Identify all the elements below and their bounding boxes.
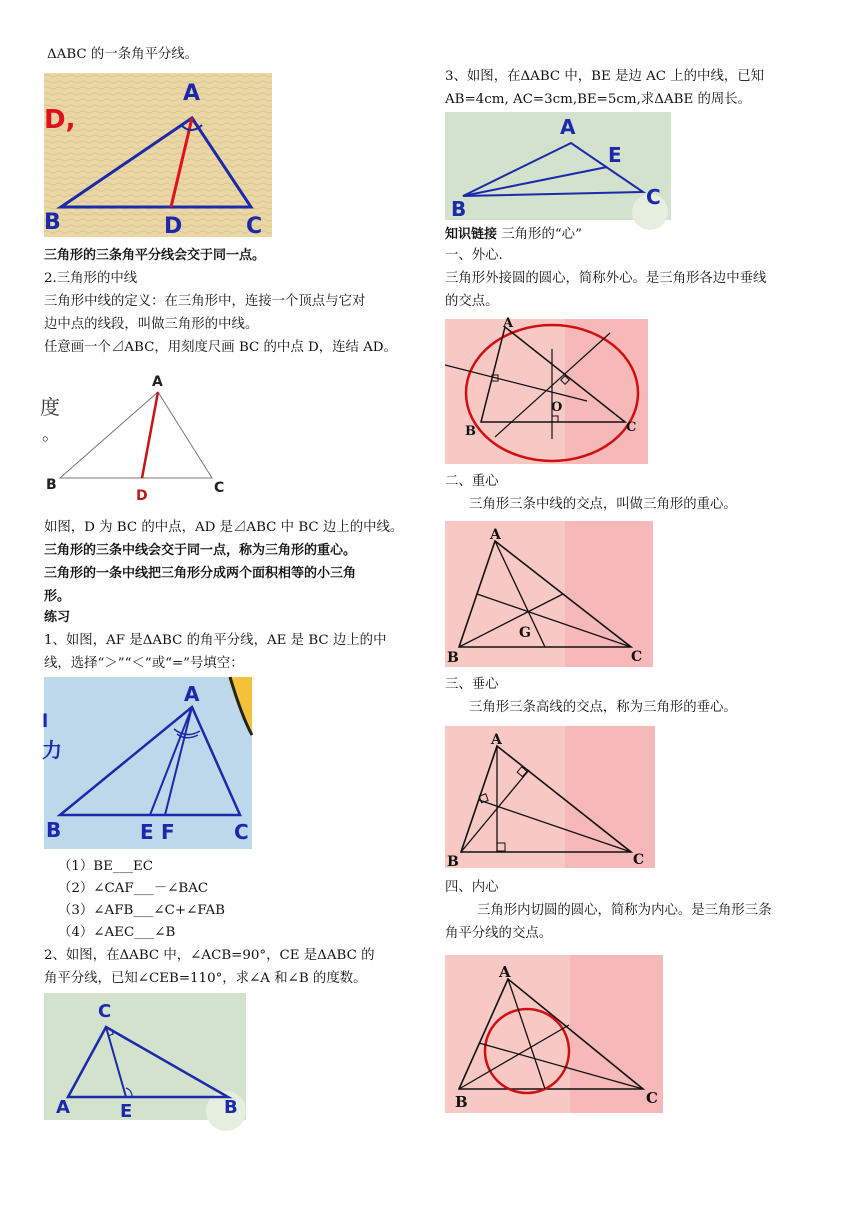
figure-incenter <box>445 955 663 1113</box>
fragment-label: 度 <box>40 395 60 419</box>
fragment-label: l <box>42 711 49 732</box>
vertex-label-a: A <box>184 682 200 706</box>
text-line: 三角形内切圆的圆心，简称为内心。是三角形三条 <box>477 903 772 918</box>
vertex-label-a: A <box>490 527 501 543</box>
text-line: 三角形三条中线的交点，叫做三角形的重心。 <box>469 497 737 512</box>
bold-statement: 三角形的三条中线会交于同一点，称为三角形的重心。 <box>44 543 357 558</box>
knowledge-link-title: 三角形的“心” <box>497 227 582 242</box>
vertex-label-c: C <box>98 1001 112 1022</box>
vertex-label-b: B <box>447 650 459 666</box>
exercise-text: 线，选择“＞”“＜”或“=”号填空： <box>44 656 244 671</box>
vertex-label-a: A <box>560 115 576 139</box>
vertex-label-a: A <box>183 81 201 106</box>
vertex-label-b: B <box>46 477 57 493</box>
question-item: （1）BE___EC <box>58 859 154 874</box>
figure-angle-bisector <box>44 73 272 237</box>
bold-statement: 三角形的一条中线把三角形分成两个面积相等的小三角 <box>44 566 357 581</box>
text-line: 的交点。 <box>445 294 499 309</box>
vertex-label-c: C <box>246 214 263 239</box>
text-line: 边中点的线段，叫做三角形的中线。 <box>44 317 259 332</box>
vertex-label-a: A <box>491 732 502 748</box>
text-line: 角平分线的交点。 <box>445 926 553 941</box>
vertex-label-f: F <box>161 820 175 844</box>
vertex-label-b: B <box>451 197 467 221</box>
section-heading: 练习 <box>44 610 71 625</box>
bold-statement: 形。 <box>44 589 71 604</box>
vertex-label-d: D <box>136 488 148 504</box>
question-item: （4）∠AEC___∠B <box>58 925 176 940</box>
vertex-label-b: B <box>224 1097 238 1118</box>
vertex-label-c: C <box>633 852 645 868</box>
text-line: 如图，D 为 BC 的中点，AD 是⊿ABC 中 BC 边上的中线。 <box>44 520 404 535</box>
fragment-label: 力 <box>42 738 62 762</box>
question-item: （3）∠AFB___∠C+∠FAB <box>58 903 225 918</box>
bold-statement: 三角形的三条角平分线会交于同一点。 <box>44 248 266 263</box>
vertex-label-b: B <box>46 818 62 842</box>
section-heading: 2.三角形的中线 <box>44 271 138 286</box>
exercise-text: 2、如图，在ΔABC 中，∠ACB=90°，CE 是ΔABC 的 <box>44 948 375 963</box>
text-line: 三角形外接圆的圆心，简称外心。是三角形各边中垂线 <box>445 271 767 286</box>
vertex-label-c: C <box>234 820 249 844</box>
figure-circumcenter <box>445 316 648 464</box>
fragment-label: D, <box>44 105 76 135</box>
text-line: 任意画一个⊿ABC，用刻度尺画 BC 的中点 D，连结 AD。 <box>44 340 397 355</box>
figure-median <box>40 372 240 504</box>
exercise-text: 角平分线，已知∠CEB=110°，求∠A 和∠B 的度数。 <box>44 971 367 986</box>
exercise-text: AB=4cm, AC=3cm,BE=5cm,求ΔABE 的周长。 <box>445 92 752 107</box>
vertex-label-b: B <box>465 424 476 439</box>
section-heading: 三、垂心 <box>445 677 499 692</box>
vertex-label-e: E <box>120 1101 133 1122</box>
center-label-o: O <box>551 400 563 415</box>
text-line: 三角形三条高线的交点，称为三角形的垂心。 <box>469 700 737 715</box>
knowledge-link-label: 知识链接 <box>445 227 498 242</box>
text-line: 三角形中线的定义：在三角形中，连接一个顶点与它对 <box>44 294 366 309</box>
vertex-label-c: C <box>646 185 661 209</box>
vertex-label-a: A <box>56 1097 70 1118</box>
fragment-label: 。 <box>42 424 60 445</box>
vertex-label-a: A <box>503 316 514 331</box>
figure-orthocenter <box>445 726 655 868</box>
exercise-text: 1、如图，AF 是ΔABC 的角平分线，AE 是 BC 边上的中 <box>44 633 387 648</box>
section-heading: 二、重心 <box>445 474 499 489</box>
vertex-label-a: A <box>499 963 511 981</box>
vertex-label-d: D <box>164 214 183 239</box>
vertex-label-b: B <box>44 210 61 235</box>
figure-exercise-2 <box>44 993 246 1120</box>
section-heading: 一、外心. <box>445 248 503 263</box>
vertex-label-b: B <box>455 1093 468 1111</box>
exercise-text: 3、如图，在ΔABC 中，BE 是边 AC 上的中线，已知 <box>445 69 765 84</box>
section-heading <box>445 224 582 246</box>
text-line: ΔABC 的一条角平分线。 <box>47 47 199 62</box>
vertex-label-c: C <box>626 420 637 435</box>
vertex-label-a: A <box>152 374 163 390</box>
center-label-g: G <box>519 625 531 641</box>
section-heading: 四、内心 <box>445 880 499 895</box>
vertex-label-e: E <box>140 820 154 844</box>
vertex-label-c: C <box>646 1089 658 1107</box>
figure-exercise-3 <box>445 112 671 220</box>
question-item: （2）∠CAF___－∠BAC <box>58 881 209 896</box>
figure-centroid <box>445 521 653 667</box>
vertex-label-c: C <box>214 480 225 496</box>
figure-exercise-1 <box>44 677 252 849</box>
vertex-label-e: E <box>608 143 622 167</box>
vertex-label-c: C <box>631 649 643 665</box>
vertex-label-b: B <box>447 854 459 870</box>
